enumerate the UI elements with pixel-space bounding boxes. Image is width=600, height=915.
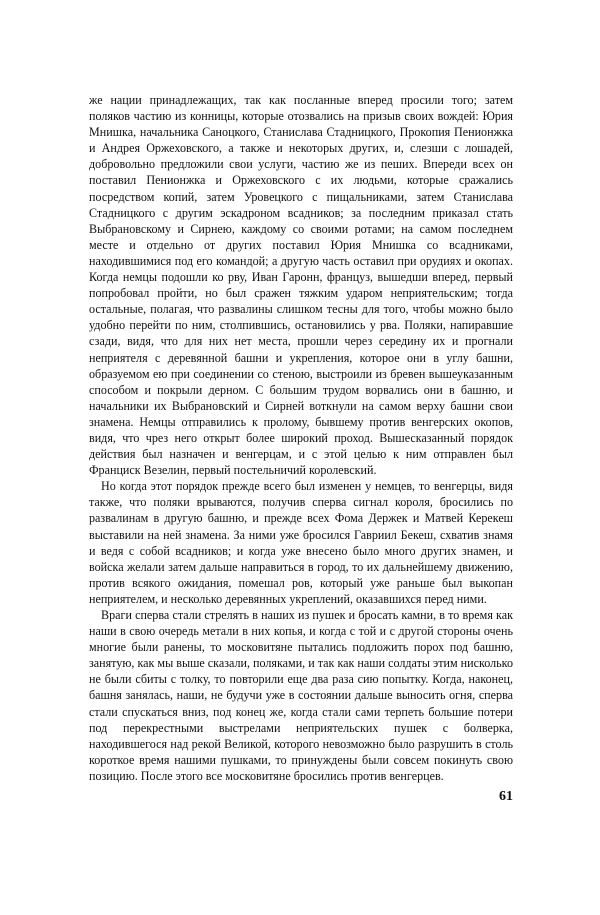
paragraph-2: Но когда этот порядок прежде всего был изменен у немцев, то венгерцы, видя также, что поляки врываются, получив сперва сигнал короля, бросились по развалинам в другую башню, и прежде всех Фома Держек и Матвей Керекеш выставили на ней знамена. За ними уже бросился Гавриил Бекеш, схватив знамя и ведя с собой всадников; и когда уже внесено было много других знамен, и войска желали затем дальше направиться в город, то их дальнейшему движению, против всякого ожидания, помешал ров, который уже раньше был выкопан неприятелем, и несколько деревянных укреплений, оказавшихся перед ними. — [89, 479, 513, 606]
paragraph-3: Враги сперва стали стрелять в наших из пушек и бросать камни, в то время как наши в свою очередь метали в них копья, и когда с той и с другой стороны очень многие были ранены, то московитяне пытались подложить порох под башню, занятую, как мы выше сказали, поляками, и так как наши солдаты этим нисколько не были сбиты с толку, то повторили еще два раза сию попытку. Когда, наконец, башня занялась, наши, не будучи уже в состоянии дальше выносить огня, сперва стали спускаться вниз, под конец же, когда стали сами терпеть большие потери под перекрестными выстрелами неприятельских пушек с болверка, находившегося над рекой Великой, которого невозможно было разрушить в столь короткое время нашими пушками, то принуждены были совсем покинуть свою позицию. После этого все московитяне бросились против венгерцев. — [89, 608, 513, 783]
paragraph-1: же нации принадлежащих, так как посланные вперед просили того; затем поляков частию из конницы, которые отозвались на призыв своих вождей: Юрия Мнишка, начальника Саноцкого, Станислава Стадницкого, Прокопия Пенионжка и Андрея Оржеховского, а также и некоторых других, и, слезши с лошадей, добровольно предложили свои услуги, частию же из пеших. Впереди всех он поставил Пенионжка и Оржеховского с их людьми, которые сражались посредством копий, затем Уровецкого с пищальниками, затем Станислава Стадницкого с другим эскадроном всадников; за последним приказал стать Выбрановскому и Сирнею, каждому со своими ротами; на самом последнем месте и отдельно от других поставил Юрия Мнишка со всадниками, находившимися под его командой; а другую часть оставил при орудиях и окопах. Когда немцы подошли ко рву, Иван Гаронн, француз, вышедши вперед, первый попробовал пройти, но был сражен тяжким ударом неприятельским; тогда остальные, полагая, что развалины слишком тесны для того, чтобы можно было удобно перейти по ним, столпившись, остановились у рва. Поляки, напиравшие сзади, видя, что для них нет места, прошли через середину их и прогнали неприятеля с деревянной башни и укрепления, которое они в углу башни, образуемом ею при соединении со стеною, выстроили из бревен вышеуказанным способом и покрыли дерном. С большим трудом ворвались они в башню, и начальники их Выбрановский и Сирней воткнули на самом верху башни свои знамена. Немцы отправились к пролому, бывшему против венгерских окопов, видя, что чрез него открыт более широкий проход. Вышесказанный порядок действия был назначен и венгерцам, и с этой целью к ним отправлен был Франциск Везелин, первый постельничий королевский. — [89, 93, 513, 478]
page-number: 61 — [499, 789, 513, 804]
text-block — [89, 92, 513, 784]
